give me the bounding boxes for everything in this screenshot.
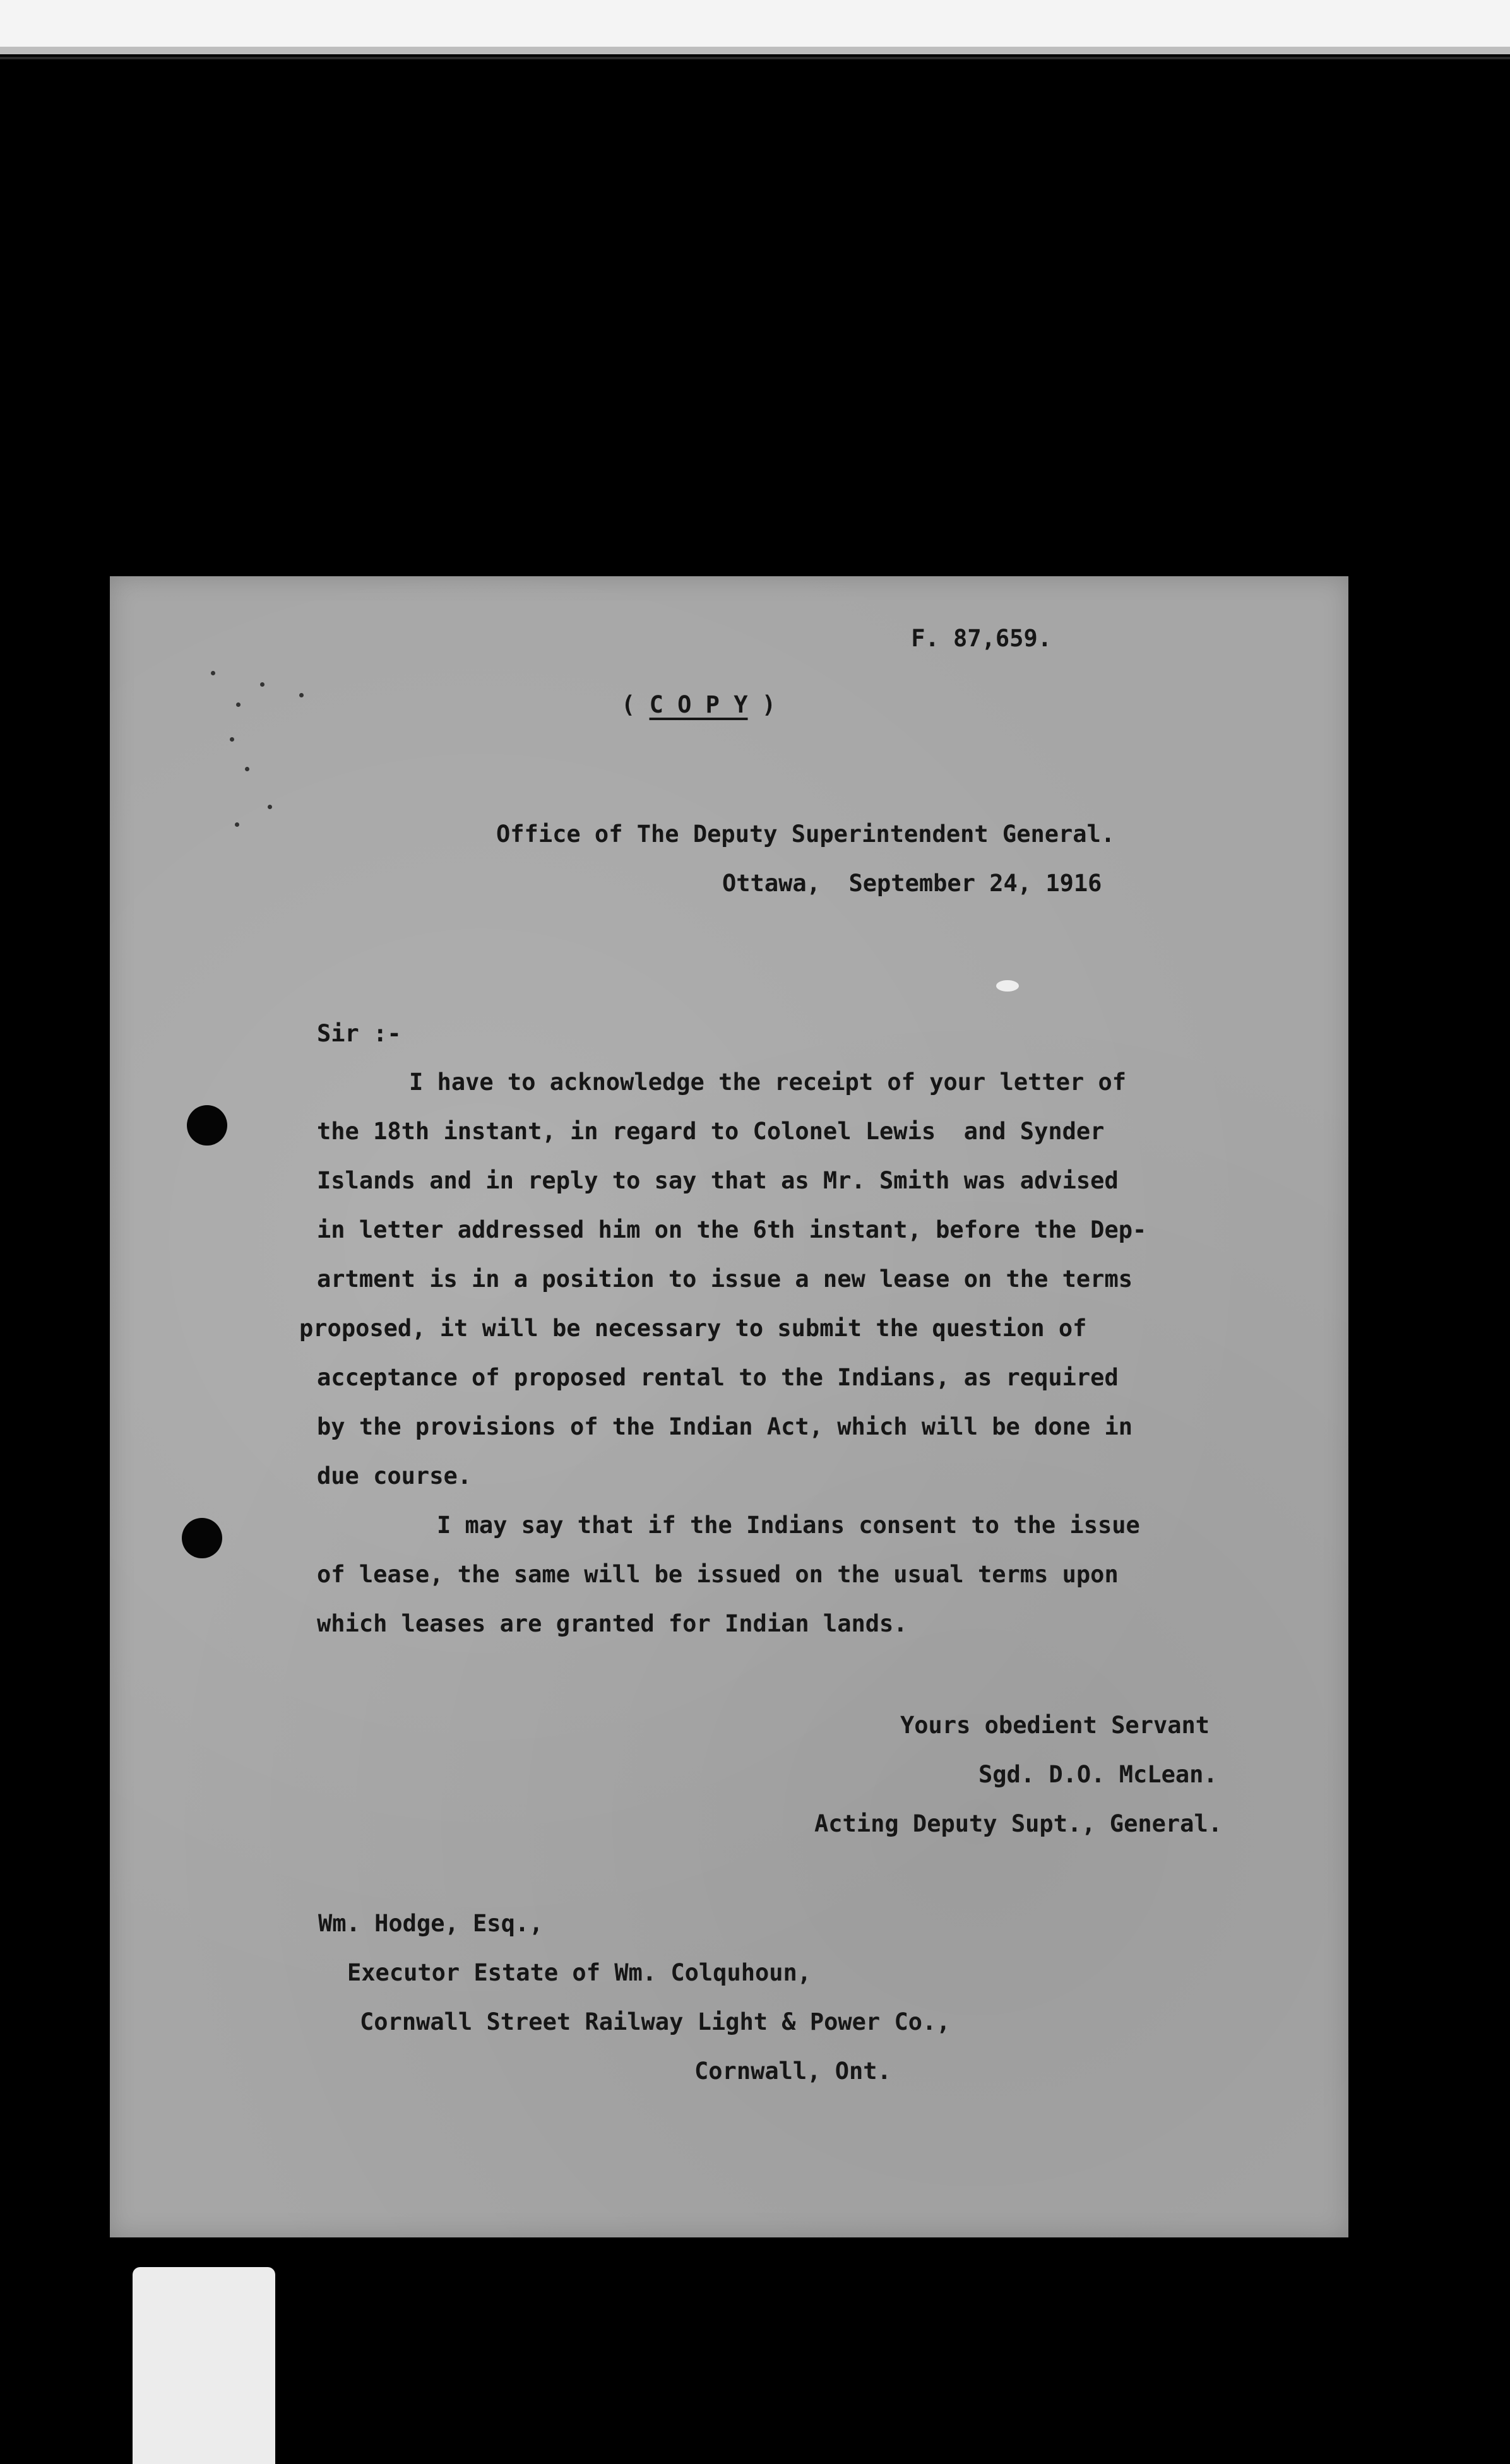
body-line: I have to acknowledge the receipt of your letter of [409, 1069, 1127, 1096]
body-line: I may say that if the Indians consent to the issue [437, 1512, 1140, 1539]
salutation: Sir :- [317, 1020, 401, 1047]
body-line: Islands and in reply to say that as Mr. Smith was advised [317, 1167, 1119, 1194]
copy-label: C O P Y [649, 691, 748, 718]
letter-page [110, 576, 1348, 2237]
film-edge-strip [0, 0, 1510, 59]
office-line: Office of The Deputy Superintendent General. [496, 820, 1115, 848]
file-number: F. 87,659. [911, 625, 1052, 652]
copy-bracket-close: ) [747, 691, 776, 718]
paper-speck [299, 693, 304, 697]
body-line: the 18th instant, in regard to Colonel Lewis and Synder [317, 1118, 1105, 1145]
copy-heading [621, 693, 776, 716]
paper-speck [268, 805, 272, 809]
body-line: artment is in a position to issue a new lease on the terms [317, 1265, 1133, 1293]
body-line: acceptance of proposed rental to the Indians, as required [317, 1364, 1119, 1391]
body-line: of lease, the same will be issued on the usual terms upon [317, 1561, 1119, 1588]
paper-speck [236, 702, 241, 707]
card-corner [133, 2267, 275, 2464]
body-line: by the provisions of the Indian Act, which will be done in [317, 1413, 1133, 1440]
signatory-title: Acting Deputy Supt., General. [814, 1810, 1223, 1837]
closing-line: Yours obedient Servant [900, 1712, 1210, 1739]
body-line: due course. [317, 1462, 472, 1490]
address-line: Cornwall Street Railway Light & Power Co., [360, 2008, 951, 2035]
place-date-line: Ottawa, September 24, 1916 [722, 870, 1102, 897]
body-line: which leases are granted for Indian lands. [317, 1610, 908, 1637]
punch-hole [187, 1105, 227, 1146]
paper-speck [211, 671, 215, 675]
paper-speck [230, 737, 234, 742]
address-line: Executor Estate of Wm. Colquhoun, [347, 1959, 812, 1986]
paper-fleck [996, 980, 1019, 992]
copy-bracket-open: ( [621, 691, 650, 718]
paper-speck [235, 822, 239, 827]
address-line: Cornwall, Ont. [694, 2058, 891, 2085]
body-line: in letter addressed him on the 6th instant, before the Dep- [317, 1216, 1147, 1243]
signature-line: Sgd. D.O. McLean. [978, 1761, 1218, 1788]
address-line: Wm. Hodge, Esq., [318, 1910, 544, 1937]
paper-speck [260, 682, 265, 687]
paper-speck [245, 767, 249, 771]
punch-hole [182, 1518, 222, 1558]
body-line: proposed, it will be necessary to submit the question of [299, 1315, 1087, 1342]
